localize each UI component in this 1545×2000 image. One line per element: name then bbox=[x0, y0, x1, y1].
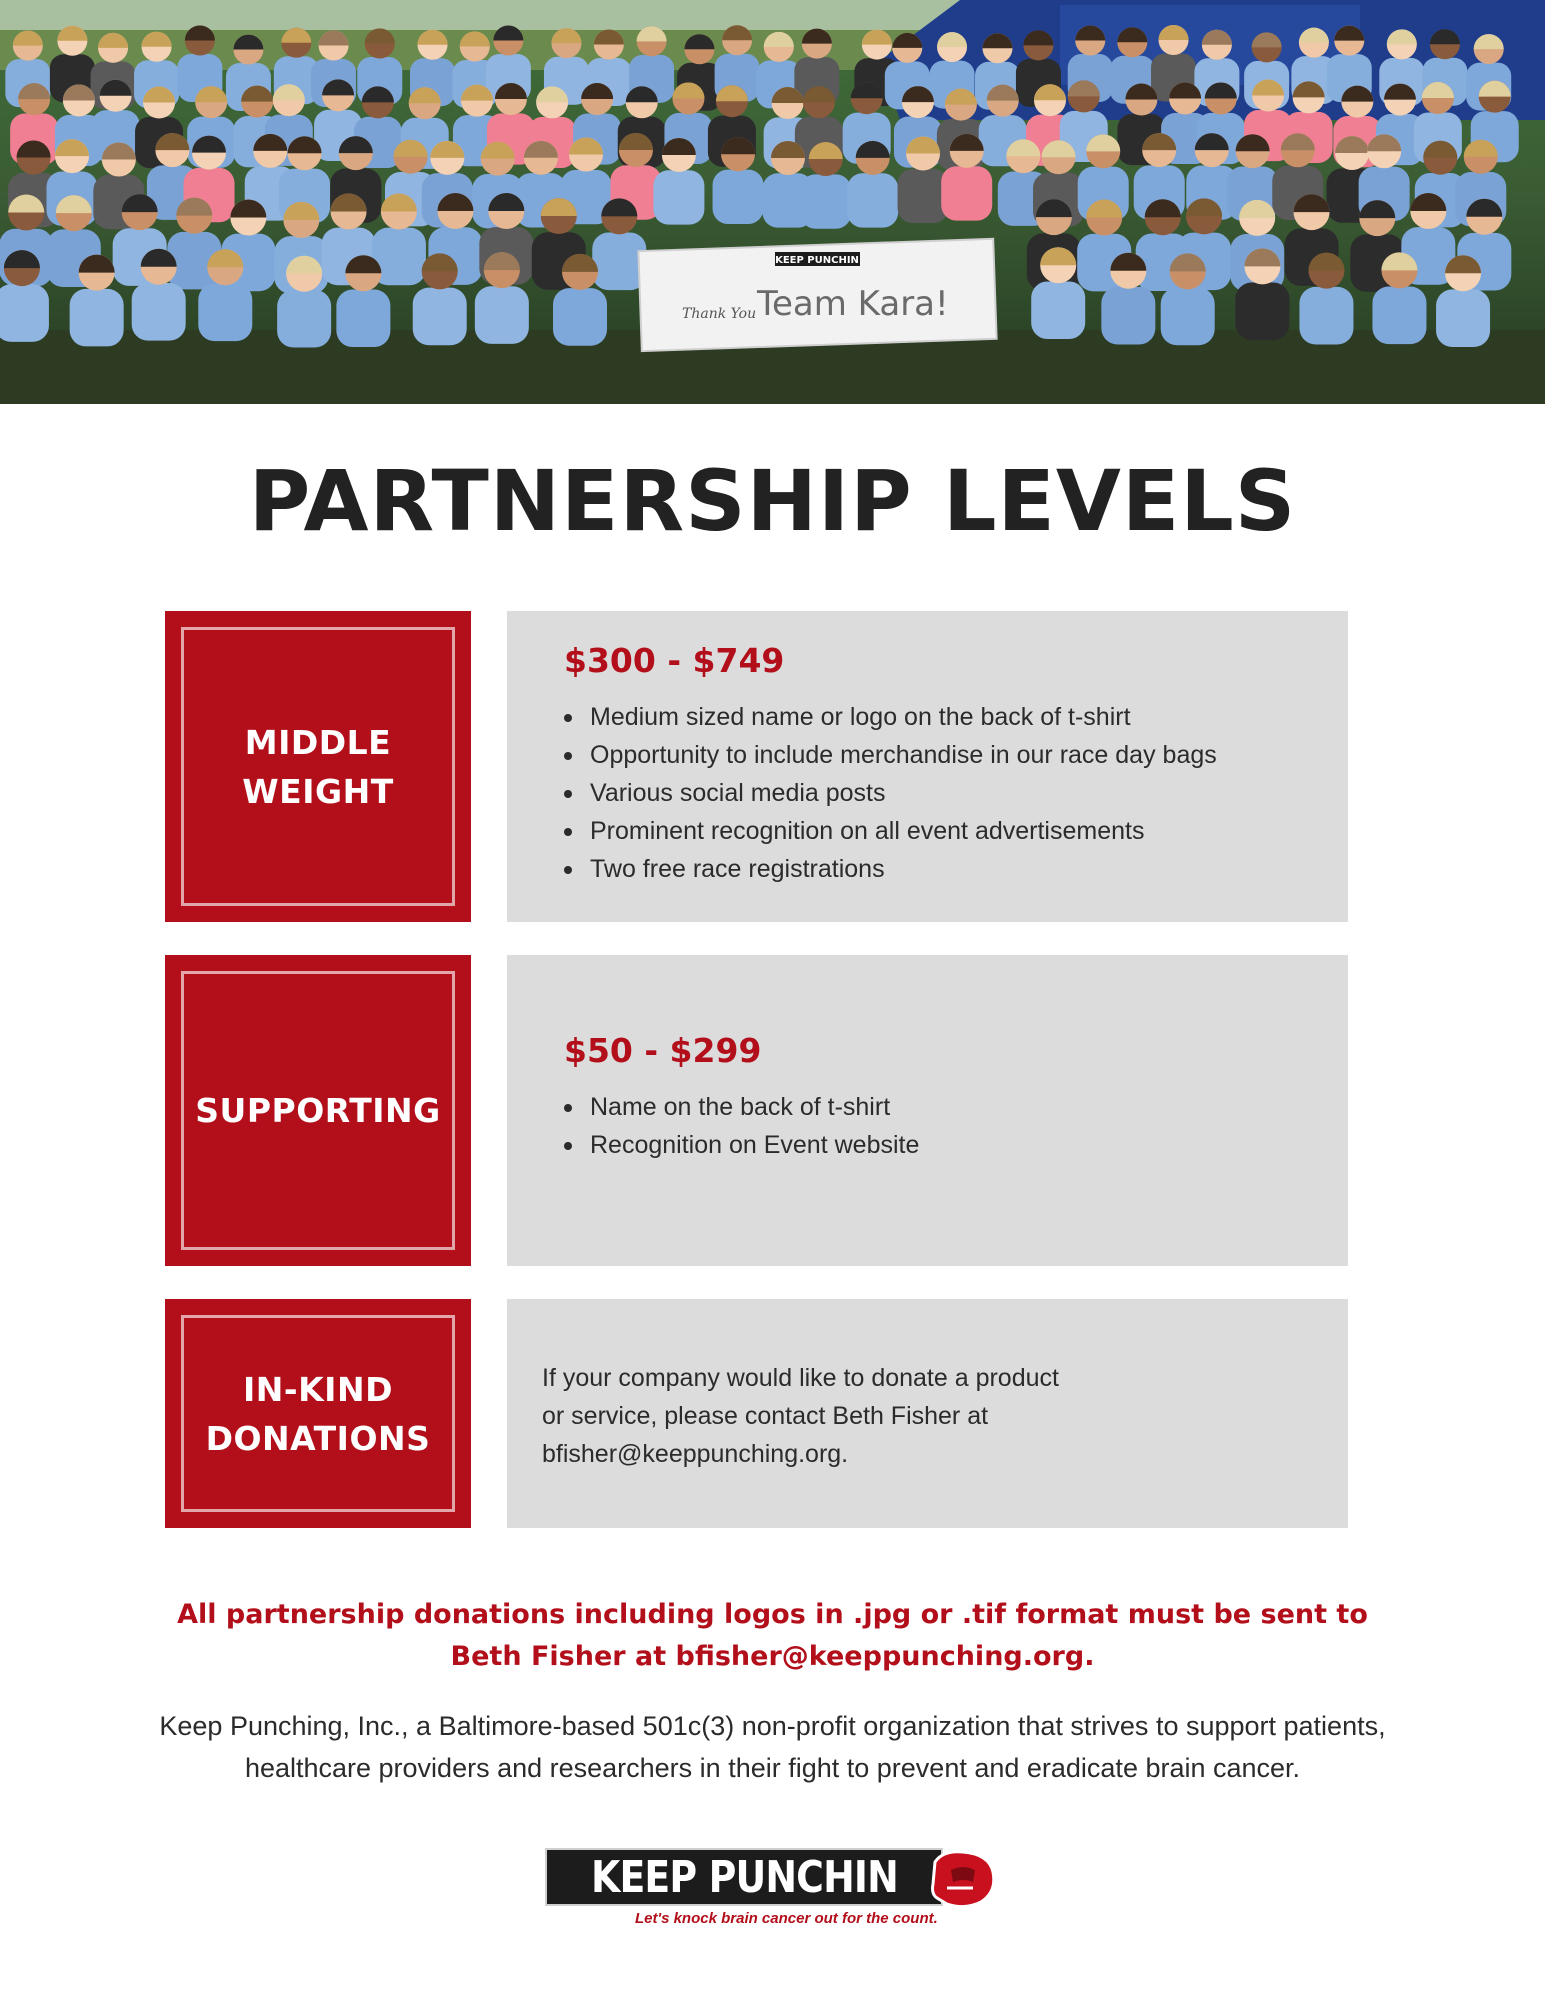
page-title: PARTNERSHIP LEVELS bbox=[248, 452, 1297, 550]
about-line: healthcare providers and researchers in their fight to prevent and eradicate brain cancer. bbox=[244, 1753, 1301, 1783]
organization-description bbox=[60, 1705, 1485, 1789]
tier-label-text: MIDDLE WEIGHT bbox=[242, 722, 394, 811]
keep-punchin-logo bbox=[545, 1848, 1005, 1948]
tier-label-text: IN-KIND DONATIONS bbox=[205, 1369, 431, 1458]
logo-tagline: Let's knock brain cancer out for the count. bbox=[635, 1910, 938, 1927]
banner-thanks: Thank You bbox=[682, 306, 757, 322]
crowd-person-body bbox=[70, 289, 124, 347]
benefit-item: Medium sized name or logo on the back of t-shirt bbox=[564, 698, 1217, 736]
team-banner bbox=[638, 239, 996, 351]
crowd-person-body bbox=[1161, 288, 1215, 346]
crowd-person-body bbox=[553, 288, 607, 346]
benefit-item: Opportunity to include merchandise in our race day bags bbox=[564, 736, 1217, 774]
tier-price: $50 - $299 bbox=[564, 1031, 762, 1070]
crowd-person-body bbox=[941, 166, 992, 220]
notice-line: All partnership donations including logos in .jpg or .tif format must be sent to bbox=[177, 1599, 1368, 1630]
in-kind-line: or service, please contact Beth Fisher at bbox=[542, 1402, 989, 1430]
crowd-person-body bbox=[847, 173, 898, 227]
crowd-person-body bbox=[1031, 281, 1085, 339]
in-kind-description bbox=[542, 1359, 1142, 1473]
crowd-person-body bbox=[1299, 287, 1353, 345]
submission-notice bbox=[0, 1594, 1545, 1678]
tier-label-text: SUPPORTING bbox=[195, 1091, 441, 1130]
crowd-person-body bbox=[132, 283, 186, 341]
tier-label-frame bbox=[181, 1315, 455, 1512]
logo-wordmark: KEEP PUNCHIN bbox=[590, 1851, 898, 1903]
crowd-person-body bbox=[898, 169, 949, 223]
benefit-item: Prominent recognition on all event advertisements bbox=[564, 812, 1217, 850]
tier-label-in-kind-donations bbox=[165, 1299, 471, 1528]
tier-details-supporting bbox=[507, 955, 1348, 1266]
crowd-person-body bbox=[475, 286, 529, 344]
crowd-person-body bbox=[0, 284, 49, 342]
crowd-person-body bbox=[336, 289, 390, 347]
group-photo-illustration bbox=[0, 0, 1545, 404]
crowd-person-body bbox=[713, 170, 764, 224]
tier-price: $300 - $749 bbox=[564, 641, 785, 680]
banner-brand: KEEP PUNCHIN bbox=[775, 255, 859, 266]
crowd-person-body bbox=[1372, 287, 1426, 345]
crowd-person-body bbox=[653, 170, 704, 224]
tier-label-frame bbox=[181, 971, 455, 1250]
benefit-item: Recognition on Event website bbox=[564, 1126, 919, 1164]
notice-line-email[interactable]: Beth Fisher at bfisher@keeppunching.org. bbox=[450, 1641, 1095, 1672]
hero-group-photo bbox=[0, 0, 1545, 404]
in-kind-email[interactable]: bfisher@keeppunching.org. bbox=[542, 1440, 849, 1468]
benefit-item: Various social media posts bbox=[564, 774, 1217, 812]
tier-details-in-kind bbox=[507, 1299, 1348, 1528]
banner-team-text: Team Kara! bbox=[757, 284, 949, 324]
benefit-list bbox=[564, 1088, 919, 1164]
boxing-glove-icon bbox=[929, 1848, 999, 1910]
benefit-item: Name on the back of t-shirt bbox=[564, 1088, 919, 1126]
crowd-person-body bbox=[277, 290, 331, 348]
logo-wordmark-box bbox=[545, 1848, 943, 1906]
in-kind-line: If your company would like to donate a product bbox=[542, 1364, 1059, 1392]
tier-details-middle-weight bbox=[507, 611, 1348, 922]
tier-label-supporting bbox=[165, 955, 471, 1266]
crowd-person-body bbox=[1235, 283, 1289, 341]
crowd-person-body bbox=[413, 288, 467, 346]
benefit-item: Two free race registrations bbox=[564, 850, 1217, 888]
tier-label-middle-weight bbox=[165, 611, 471, 922]
crowd-person-body bbox=[1101, 287, 1155, 345]
crowd-person-body bbox=[198, 283, 252, 341]
crowd-person-body bbox=[1436, 289, 1490, 347]
tier-label-frame bbox=[181, 627, 455, 906]
benefit-list bbox=[564, 698, 1217, 888]
crowd-person-body bbox=[800, 174, 851, 228]
about-line: Keep Punching, Inc., a Baltimore-based 501c(3) non-profit organization that strives to support patients, bbox=[159, 1711, 1386, 1741]
